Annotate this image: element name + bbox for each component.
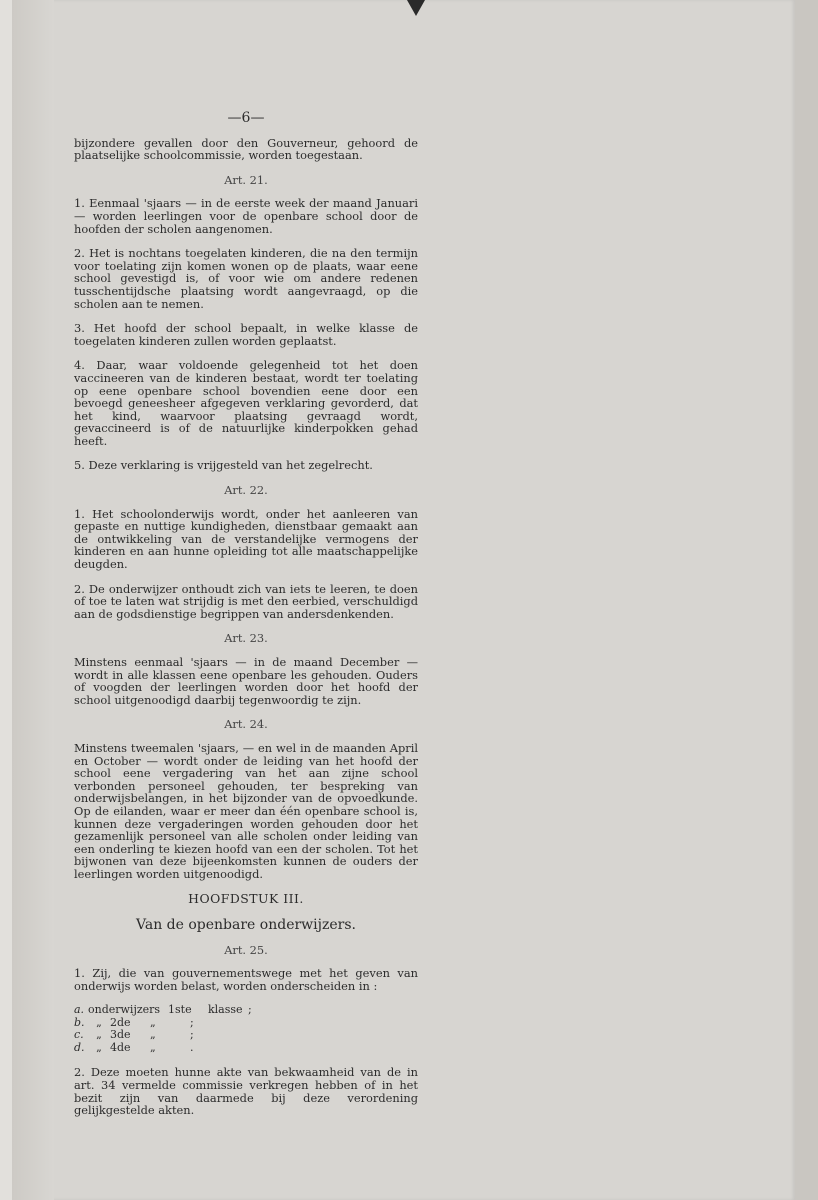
art-21-p5: 5. Deze verklaring is vrijgesteld van het zegelrecht. [74,458,373,473]
grade-klasse: „ [150,1040,156,1054]
art-21-p1: 1. Eenmaal 'sjaars — in de eerste week der maand Januari — worden leerlingen voor de openbare school door de hoofden der scholen aangenomen. [74,196,418,236]
grade-letter: c. [74,1028,84,1042]
art-23-heading: Art. 23. [224,631,268,646]
page-fold [12,0,54,1200]
art-24-p1: Minstens tweemalen 'sjaars, — en wel in de maanden April en October — wordt onder de leiding van het hoofd der school eene vergadering van het aan zijne school verbonden personeel gehouden, ter bespreking van onderwijsbelangen, in het bijzonder van de opvoedkunde. Op de eilanden, waar er meer dan één openbare school is, kunnen deze vergaderingen worden gehouden door het gezamenlijk personeel van alle scholen onder leiding van een onderling te kiezen hoofd van een der scholen. Tot het bijwonen van deze bijeenkomsten kunnen de ouders der leerlingen worden uitgenoodigd. [74,740,418,881]
art-25-p2: 2. Deze moeten hunne akte van bekwaamheid van de in art. 34 vermelde commissie verkregen hebben of in het bezit zijn van daarmede bij deze verordening gelijkgestelde akten. [74,1065,418,1118]
grade-end: ; [248,1003,252,1017]
grade-end: ; [190,1015,194,1029]
art-25-heading: Art. 25. [224,942,268,957]
chapter-label: HOOFDSTUK III. [188,890,304,906]
art-22-p2: 2. De onderwijzer onthoudt zich van iets te leeren, te doen of toe te laten wat strijdig is met den eerbied, verschuldigd aan de godsdienstige begrippen van andersdenkenden. [74,581,418,621]
grade-who: „ [96,1015,102,1029]
grade-letter: b. [74,1015,85,1029]
grade-num: 2de [110,1015,131,1029]
page-edge [795,0,818,1200]
teacher-grades-list [74,1004,418,1054]
chapter-title: Van de openbare onderwijzers. [136,917,356,934]
grade-num: 1ste [168,1003,192,1017]
grade-klasse: „ [150,1015,156,1029]
grade-letter: a. [74,1003,85,1017]
list-item [74,1042,418,1055]
grade-end: ; [190,1028,194,1042]
art-24-heading: Art. 24. [224,717,268,732]
art-21-p3: 3. Het hoofd der school bepaalt, in welke klasse de toegelaten kinderen zullen worden geplaatst. [74,321,418,348]
grade-end: . [190,1040,194,1054]
art-25-p1: 1. Zij, die van gouvernementswege met het geven van onderwijs worden belast, worden onderscheiden in : [74,966,418,993]
art-22-heading: Art. 22. [224,483,268,498]
grade-who: onderwijzers [88,1003,161,1017]
grade-klasse: „ [150,1028,156,1042]
art-21-p4: 4. Daar, waar voldoende gelegenheid tot het doen vaccineeren van de kinderen bestaat, wordt ter toelating op eene openbare school bovendien eene door een bevoegd geneesheer afgegeven verklaring gevorderd, dat het kind, waarvoor plaatsing gevraagd wordt, gevaccineerd is of de natuurlijke kinderpokken gehad heeft. [74,358,418,448]
art-21-heading: Art. 21. [224,172,268,187]
art-22-p1: 1. Het schoolonderwijs wordt, onder het aanleeren van gepaste en nuttige kundigheden, dienstbaar gemaakt aan de ontwikkeling van de verstandelijke vermogens der kinderen en aan hunne opleiding tot alle maatschappelijke deugden. [74,506,418,572]
document-page [12,0,795,1200]
grade-letter: d. [74,1040,85,1054]
binding-notch [407,0,425,16]
page-number: —6— [227,110,265,126]
grade-klasse: klasse [208,1003,243,1017]
art-23-p1: Minstens eenmaal 'sjaars — in de maand December — wordt in alle klassen eene openbare les gehouden. Ouders of voogden der leerlingen worden door het hoofd der school uitgenoodigd daarbij tegenwoordig te zijn. [74,655,418,707]
intro-paragraph: bijzondere gevallen door den Gouverneur, gehoord de plaatselijke schoolcommissie, worden toegestaan. [74,135,418,163]
grade-who: „ [96,1040,102,1054]
grade-who: „ [96,1028,102,1042]
grade-num: 4de [110,1040,131,1054]
page-content [74,112,418,1129]
grade-num: 3de [110,1028,131,1042]
art-21-p2: 2. Het is nochtans toegelaten kinderen, die na den termijn voor toelating zijn komen wonen op de plaats, waar eene school gevestigd is, of voor wie om andere redenen tusschentijdsche plaatsing wordt aangevraagd, op die scholen aan te nemen. [74,246,418,311]
